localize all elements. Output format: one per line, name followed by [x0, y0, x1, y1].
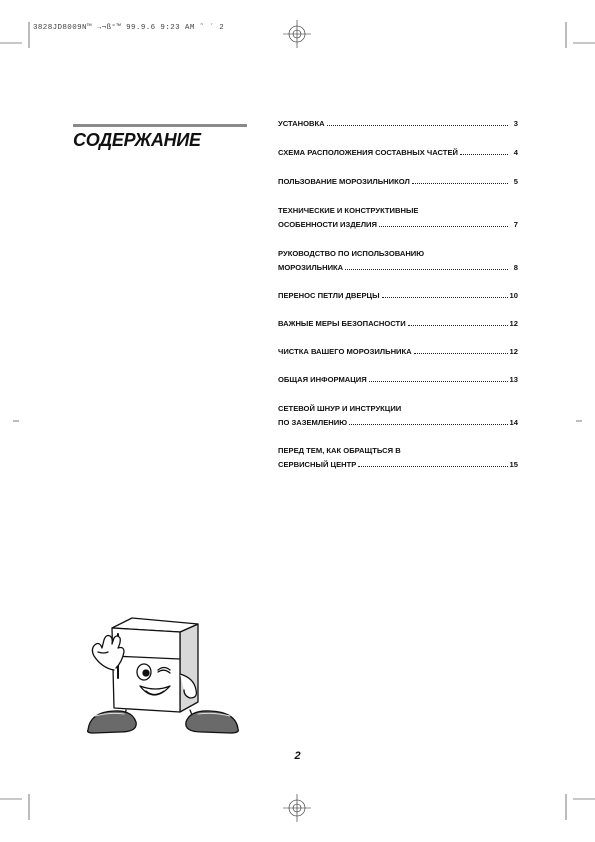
dot-leader	[345, 263, 508, 270]
toc-page-number: 12	[509, 319, 518, 328]
toc-entry-label: РУКОВОДСТВО ПО ИСПОЛЬЗОВАНИЮ	[278, 249, 425, 258]
toc-entry-label: ПО ЗАЗЕМЛЕНИЮ	[278, 418, 348, 427]
toc-entry-general-info[interactable]	[278, 375, 518, 389]
toc-entry-label: МОРОЗИЛЬНИКА	[278, 263, 344, 272]
toc-entry-label: СХЕМА РАСПОЛОЖЕНИЯ СОСТАВНЫХ ЧАСТЕЙ	[278, 148, 458, 157]
title-rule	[73, 124, 247, 127]
toc-page-number: 5	[513, 177, 518, 186]
toc-entry-service-center[interactable]	[278, 446, 518, 474]
toc-entry-safety[interactable]	[278, 319, 518, 333]
dot-leader	[379, 220, 508, 227]
toc-entry-technical-features[interactable]	[278, 206, 518, 234]
toc-entry-label: ОСОБЕННОСТИ ИЗДЕЛИЯ	[278, 220, 377, 229]
toc-entry-label: СЕРВИСНЫЙ ЦЕНТР	[278, 460, 357, 469]
dot-leader	[369, 375, 508, 382]
dot-leader	[412, 177, 508, 184]
dot-leader	[414, 347, 508, 354]
toc-entry-using-freezer[interactable]	[278, 177, 518, 191]
page-title: СОДЕРЖАНИЕ	[73, 130, 201, 150]
dot-leader	[349, 418, 508, 425]
print-slug: 3828JD8009N™ →¬ß°™ 99.9.6 9:23 AM ˜ ´ 2	[33, 24, 225, 32]
toc-entry-label: ПЕРЕД ТЕМ, КАК ОБРАЩТЬСЯ В	[278, 446, 401, 455]
toc-page-number: 7	[513, 220, 518, 229]
toc-entry-cleaning[interactable]	[278, 347, 518, 361]
dot-leader	[460, 148, 508, 155]
toc-entry-label: ПОЛЬЗОВАНИЕ МОРОЗИЛЬНИКОЛ	[278, 177, 410, 186]
page-number: 2	[294, 750, 301, 762]
dot-leader	[327, 119, 508, 126]
dot-leader	[358, 460, 507, 467]
toc-page-number: 13	[509, 375, 518, 384]
toc-page-number: 3	[513, 119, 518, 128]
freezer-mascot-illustration	[80, 612, 245, 737]
toc-page-number: 14	[509, 418, 518, 427]
toc-entry-label: ВАЖНЫЕ МЕРЫ БЕЗОПАСНОСТИ	[278, 319, 406, 328]
toc-entry-label: ЧИСТКА ВАШЕГО МОРОЗИЛЬНИКА	[278, 347, 412, 356]
toc-entry-installation[interactable]	[278, 119, 518, 133]
toc-entry-label: УСТАНОВКА	[278, 119, 325, 128]
toc-page-number: 10	[509, 291, 518, 300]
toc-entry-power-cord[interactable]	[278, 404, 518, 432]
dot-leader	[382, 291, 508, 298]
dot-leader	[408, 319, 508, 326]
toc-entry-label: ПЕРЕНОС ПЕТЛИ ДВЕРЦЫ	[278, 291, 380, 300]
toc-page-number: 12	[509, 347, 518, 356]
toc-page-number: 4	[513, 148, 518, 157]
toc-entry-label: СЕТЕВОЙ ШНУР И ИНСТРУКЦИИ	[278, 404, 402, 413]
toc-entry-label: ОБЩАЯ ИНФОРМАЦИЯ	[278, 375, 367, 384]
toc-page-number: 8	[513, 263, 518, 272]
toc-page-number: 15	[509, 460, 518, 469]
toc-entry-label: ТЕХНИЧЕСКИЕ И КОНСТРУКТИВНЫЕ	[278, 206, 419, 215]
toc-entry-door-hinge[interactable]	[278, 291, 518, 305]
toc-entry-usage-guide[interactable]	[278, 249, 518, 277]
toc-entry-parts-diagram[interactable]	[278, 148, 518, 162]
